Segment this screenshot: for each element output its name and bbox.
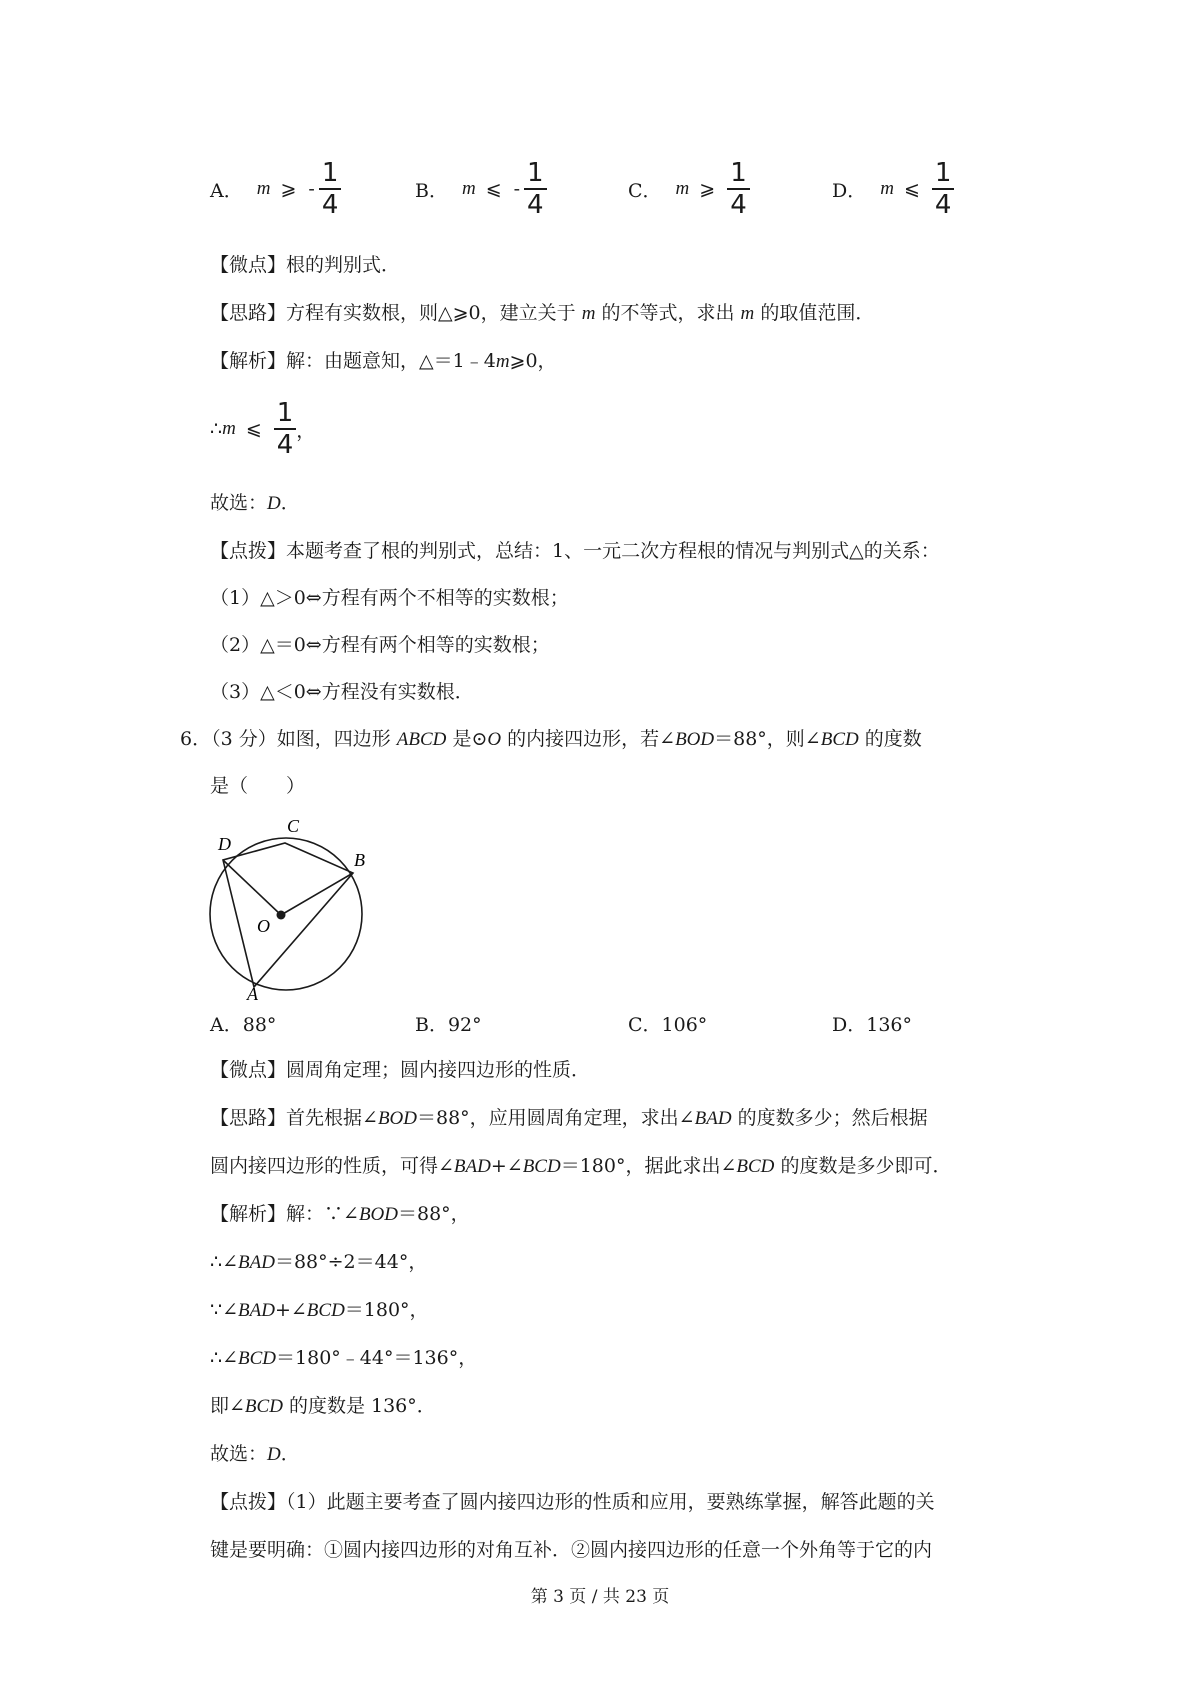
q6-option-b: B．92° [415,1014,482,1036]
q5-option-b: B． m ⩽ - $\frac{1}{4}$ [415,158,547,220]
q6-option-a: A．88° [210,1014,277,1036]
q6-step-1: ∴∠BAD＝88°÷2＝44°， [210,1251,428,1273]
q6-option-c: C．106° [628,1014,708,1036]
label-b: B [354,850,365,870]
label-d: D [218,834,231,854]
q6-jiexi: 【解析】解：∵∠BOD＝88°， [210,1203,470,1225]
circle-o [210,838,362,990]
q6-figure [195,800,375,1000]
q6-choice: 故选：D． [210,1443,300,1465]
label-o: O [257,916,270,936]
q5-case-1: （1）△＞0⇔方程有两个不相等的实数根； [210,587,569,609]
label-c: C [287,816,300,836]
q6-stem-line2: 是（ ） [210,775,306,797]
q5-case-3: （3）△＜0⇔方程没有实数根． [210,681,474,703]
q6-silu-line2: 圆内接四边形的性质，可得∠BAD+∠BCD＝180°，据此求出∠BCD 的度数是多少即可． [210,1155,952,1177]
q5-option-c: C． m ⩾ $\frac{1}{4}$ [628,158,750,220]
q6-silu-line1: 【思路】首先根据∠BOD＝88°，应用圆周角定理，求出∠BAD 的度数多少；然后根据 [210,1107,928,1129]
q5-option-d: D． m ⩽ $\frac{1}{4}$ [832,158,954,220]
q5-silu: 【思路】方程有实数根，则△⩾0，建立关于 m 的不等式，求出 m 的取值范围． [210,302,875,324]
q5-conclusion: ∴ m ⩽ $\frac{1}{4}$ ， [210,398,316,460]
q5-dianbo: 【点拨】本题考查了根的判别式，总结：1、一元二次方程根的情况与判别式△的关系： [210,540,940,562]
q6-step-3: ∴∠BCD＝180°﹣44°＝136°， [210,1347,478,1369]
segment-ob [281,873,353,915]
q5-option-a: A． m ⩾ - $\frac{1}{4}$ [210,158,341,220]
q5-jiexi: 【解析】解：由题意知，△＝1﹣4m⩾0， [210,350,557,372]
page-footer: 第 3 页 / 共 23 页 [530,1587,670,1607]
segment-od [223,860,281,915]
q5-choice: 故选：D． [210,492,300,514]
quadrilateral-abcd [223,843,353,987]
fraction: $\frac{1}{4}$ [319,158,342,220]
q5-weidian: 【微点】根的判别式． [210,254,401,276]
q6-dianbo-line2: 键是要明确：①圆内接四边形的对角互补．②圆内接四边形的任意一个外角等于它的内 [210,1539,933,1561]
fraction: $\frac{1}{4}$ [932,158,955,220]
label-a: A [247,984,258,1000]
q5-case-2: （2）△＝0⇔方程有两个相等的实数根； [210,634,550,656]
q6-option-d: D．136° [832,1014,912,1036]
fraction: $\frac{1}{4}$ [727,158,750,220]
q6-weidian: 【微点】圆周角定理；圆内接四边形的性质． [210,1059,591,1081]
q6-step-2: ∵∠BAD+∠BCD＝180°， [210,1299,429,1321]
fraction: $\frac{1}{4}$ [274,398,297,460]
q6-dianbo-line1: 【点拨】（1）此题主要考查了圆内接四边形的性质和应用，要熟练掌握，解答此题的关 [210,1491,935,1513]
q6-stem: 6．（3 分）如图，四边形 ABCD 是⊙O 的内接四边形，若∠BOD＝88°，则∠BCD 的度数 [180,728,922,750]
center-point-o [277,911,286,920]
fraction: $\frac{1}{4}$ [524,158,547,220]
q6-step-4: 即∠BCD 的度数是 136°． [210,1395,436,1417]
